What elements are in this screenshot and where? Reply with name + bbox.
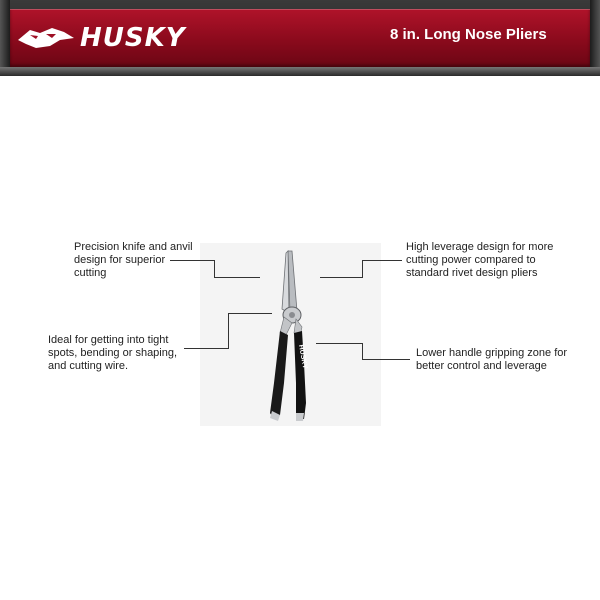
- callout-ideal-line-2: spots, bending or shaping,: [48, 347, 178, 359]
- pliers-jaw-left: [288, 251, 297, 313]
- husky-head-icon: [16, 24, 76, 52]
- leader-ideal-h1: [184, 348, 228, 349]
- callout-leverage-line-2: cutting power compared to: [406, 254, 536, 266]
- callout-ideal-line-3: and cutting wire.: [48, 360, 129, 372]
- callout-grip-line-2: better control and leverage: [416, 360, 547, 372]
- callout-leverage: [406, 241, 596, 280]
- handle-brand-text: HUSKY: [297, 344, 309, 370]
- pliers-handle-left: [270, 331, 288, 419]
- leader-grip-h2: [362, 359, 410, 360]
- leader-grip-h1: [316, 343, 362, 344]
- callout-ideal-line-1: Ideal for getting into tight: [48, 334, 169, 346]
- leader-ideal-h2: [228, 313, 272, 314]
- husky-logo: [16, 22, 186, 54]
- callout-precision-line-2: design for superior: [74, 254, 166, 266]
- leader-precision-h1: [170, 260, 214, 261]
- callout-ideal: [48, 334, 198, 373]
- pliers-jaw-right: [282, 251, 289, 313]
- banner-bottom-bevel: [0, 67, 600, 76]
- leader-leverage-v: [362, 260, 363, 278]
- leader-precision-v: [214, 260, 215, 278]
- leader-leverage-h2: [320, 277, 363, 278]
- banner-edge-left: [0, 0, 10, 76]
- callout-leverage-line-1: High leverage design for more: [406, 241, 554, 253]
- callout-precision-line-1: Precision knife and anvil: [74, 241, 193, 253]
- leader-precision-h2: [214, 277, 260, 278]
- header-banner: [0, 0, 600, 76]
- leader-ideal-v: [228, 313, 229, 349]
- leader-grip-v: [362, 343, 363, 360]
- banner-edge-right: [590, 0, 600, 76]
- callout-precision-line-3: cutting: [74, 267, 107, 279]
- leader-leverage-h1: [362, 260, 402, 261]
- callout-leverage-line-3: standard rivet design pliers: [406, 267, 538, 279]
- product-title: 8 in. Long Nose Pliers: [390, 26, 547, 43]
- brand-name: HUSKY: [80, 23, 186, 53]
- callout-grip: [416, 347, 596, 373]
- callout-grip-line-1: Lower handle gripping zone for: [416, 347, 568, 359]
